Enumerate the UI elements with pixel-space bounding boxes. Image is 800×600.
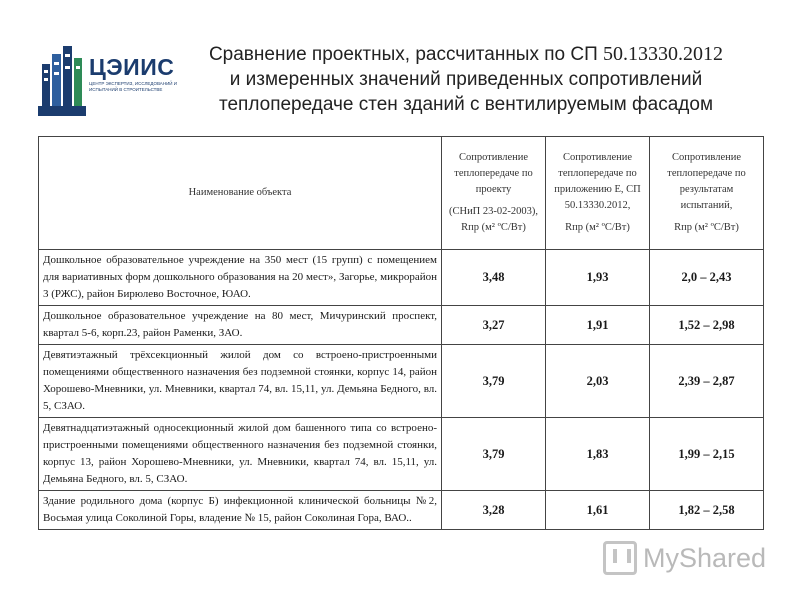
title-line-2: и измеренных значений приведенных сопротивлений — [229, 69, 703, 90]
header-project-units: (СНиП 23-02-2003), Rпр (м² ºС/Вт) — [448, 206, 539, 233]
row-appendix-value: 2,03 — [546, 345, 650, 418]
table-row — [39, 306, 764, 345]
watermark-text: MyShared — [643, 542, 767, 573]
row-project-value: 3,79 — [442, 345, 546, 418]
table-row — [39, 345, 764, 418]
row-project-value: 3,27 — [442, 306, 546, 345]
row-appendix-value: 1,61 — [546, 491, 650, 530]
logo-name: ЦЭИИС — [89, 54, 175, 80]
header-object-name: Наименование объекта — [39, 137, 442, 250]
row-appendix-value: 1,91 — [546, 306, 650, 345]
title-line-3: теплопередаче стен зданий с вентилируемым фасадом — [218, 94, 714, 115]
row-tests-value: 1,52 – 2,98 — [650, 306, 764, 345]
logo-subtitle: ЦЕНТР ЭКСПЕРТИЗ, ИССЛЕДОВАНИЙ И ИСПЫТАНИЙ В СТРОИТЕЛЬСТВЕ — [89, 81, 178, 92]
row-object-name: Здание родильного дома (корпус Б) инфекционной клинической больницы №2, Восьмая улица Соколиной Горы, владение № 15, район Соколиная Гора, ВАО.. — [39, 491, 442, 530]
row-project-value: 3,79 — [442, 418, 546, 491]
title-standard-code: 50.13330.2012 — [603, 43, 724, 65]
header-project-label: Сопротивление теплопередаче по проекту — [454, 152, 533, 195]
comparison-table — [38, 136, 764, 530]
row-tests-value: 2,0 – 2,43 — [650, 250, 764, 306]
header-tests-units: Rпр (м² ºС/Вт) — [674, 222, 739, 233]
row-object-name: Дошкольное образовательное учреждение на 350 мест (15 групп) с помещением для вариативных форм дошкольного образования на 20 мест», Загорье, микрорайон 3 (РЖС), район Бирюлево Восточное, ЮАО. — [39, 250, 442, 306]
slide-title — [186, 42, 746, 117]
table-row — [39, 491, 764, 530]
header-project — [442, 137, 546, 250]
table-row — [39, 418, 764, 491]
title-line-1-text: Сравнение проектных, рассчитанных по СП — [208, 44, 604, 65]
header-tests-label: Сопротивление теплопередаче по результатам испытаний, — [667, 152, 746, 211]
header-appendix-units: Rпр (м² ºС/Вт) — [565, 222, 630, 233]
header-appendix — [546, 137, 650, 250]
table-header-row — [39, 137, 764, 250]
row-object-name: Девятиэтажный трёхсекционный жилой дом со встроено-пристроенными помещениями общественного назначения без подземной стоянки, корпус 14, район Хорошево-Мневники, ул. Мневники, квартал 74, вл. 15,11, ул. Демьяна Бедного, вл. 5, СЗАО. — [39, 345, 442, 418]
watermark — [603, 538, 766, 578]
header-tests — [650, 137, 764, 250]
row-appendix-value: 1,83 — [546, 418, 650, 491]
row-object-name: Девятнадцатиэтажный односекционный жилой дом башенного типа со встроено-пристроенными помещениями общественного назначения без подземной стоянки, корпус 13, район Хорошево-Мневники, ул. Мневники, квартал 74, вл. 15,11, ул. Демьяна Бедного, вл. 5, СЗАО. — [39, 418, 442, 491]
row-tests-value: 1,82 – 2,58 — [650, 491, 764, 530]
row-tests-value: 1,99 – 2,15 — [650, 418, 764, 491]
header-appendix-label: Сопротивление теплопередаче по приложению Е, СП 50.13330.2012, — [554, 152, 641, 211]
row-tests-value: 2,39 – 2,87 — [650, 345, 764, 418]
row-project-value: 3,48 — [442, 250, 546, 306]
title-line-1 — [186, 42, 746, 67]
table-row — [39, 250, 764, 306]
row-project-value: 3,28 — [442, 491, 546, 530]
watermark-icon — [603, 541, 637, 575]
row-appendix-value: 1,93 — [546, 250, 650, 306]
row-object-name: Дошкольное образовательное учреждение на 80 мест, Мичуринский проспект, квартал 5-6, корп.23, район Раменки, ЗАО. — [39, 306, 442, 345]
